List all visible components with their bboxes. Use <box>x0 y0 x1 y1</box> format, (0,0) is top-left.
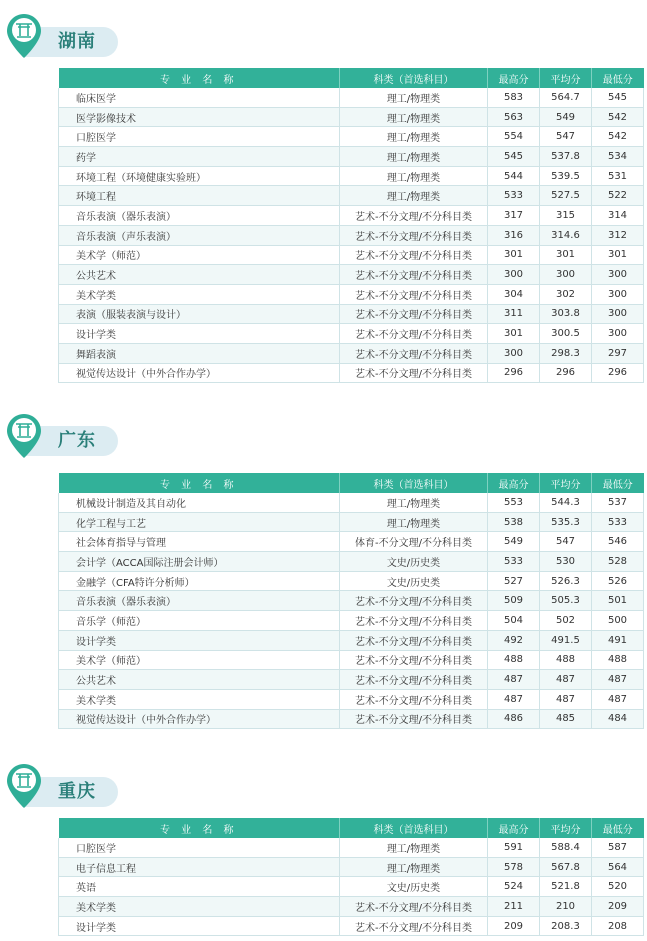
table-row <box>59 916 644 936</box>
min-score-cell: 491 <box>592 630 644 650</box>
max-score-cell: 209 <box>488 916 540 936</box>
location-pin-icon <box>6 413 42 459</box>
major-cell: 视觉传达设计（中外合作办学） <box>59 363 340 383</box>
category-cell: 文史/历史类 <box>340 571 488 591</box>
category-cell: 艺术-不分文理/不分科目类 <box>340 916 488 936</box>
category-cell: 理工/物理类 <box>340 493 488 512</box>
min-score-cell: 522 <box>592 186 644 206</box>
region-title: 重庆 <box>58 781 96 802</box>
min-score-cell: 209 <box>592 897 644 917</box>
avg-score-cell: 547 <box>540 532 592 552</box>
min-score-cell: 208 <box>592 916 644 936</box>
max-score-cell: 533 <box>488 186 540 206</box>
table-row <box>59 284 644 304</box>
table-row <box>59 206 644 226</box>
max-score-cell: 509 <box>488 591 540 611</box>
min-score-cell: 542 <box>592 107 644 127</box>
major-cell: 药学 <box>59 147 340 167</box>
avg-score-cell: 300 <box>540 265 592 285</box>
avg-score-cell: 567.8 <box>540 857 592 877</box>
scores-table <box>58 818 644 936</box>
avg-score-cell: 300.5 <box>540 324 592 344</box>
location-pin-icon <box>6 763 42 809</box>
max-score-cell: 533 <box>488 552 540 572</box>
major-cell: 环境工程 <box>59 186 340 206</box>
major-cell: 美术学类 <box>59 284 340 304</box>
table-row <box>59 709 644 729</box>
avg-score-cell: 521.8 <box>540 877 592 897</box>
max-score-cell: 538 <box>488 512 540 532</box>
min-score-cell: 531 <box>592 166 644 186</box>
max-score-cell: 304 <box>488 284 540 304</box>
table-row <box>59 225 644 245</box>
max-score-cell: 488 <box>488 650 540 670</box>
category-cell: 艺术-不分文理/不分科目类 <box>340 670 488 690</box>
min-score-cell: 542 <box>592 127 644 147</box>
header-avg: 平均分 <box>540 818 592 838</box>
min-score-cell: 488 <box>592 650 644 670</box>
min-score-cell: 528 <box>592 552 644 572</box>
category-cell: 理工/物理类 <box>340 838 488 857</box>
max-score-cell: 545 <box>488 147 540 167</box>
table-row <box>59 552 644 572</box>
major-cell: 化学工程与工艺 <box>59 512 340 532</box>
min-score-cell: 564 <box>592 857 644 877</box>
category-cell: 艺术-不分文理/不分科目类 <box>340 630 488 650</box>
min-score-cell: 546 <box>592 532 644 552</box>
min-score-cell: 587 <box>592 838 644 857</box>
table-row <box>59 324 644 344</box>
category-cell: 理工/物理类 <box>340 857 488 877</box>
major-cell: 口腔医学 <box>59 127 340 147</box>
max-score-cell: 554 <box>488 127 540 147</box>
table-header-row <box>59 473 644 493</box>
max-score-cell: 544 <box>488 166 540 186</box>
header-major: 专 业 名 称 <box>159 74 238 86</box>
table-row <box>59 512 644 532</box>
avg-score-cell: 298.3 <box>540 343 592 363</box>
major-cell: 美术学类 <box>59 897 340 917</box>
avg-score-cell: 314.6 <box>540 225 592 245</box>
scores-table <box>58 473 644 729</box>
major-cell: 公共艺术 <box>59 670 340 690</box>
min-score-cell: 534 <box>592 147 644 167</box>
max-score-cell: 578 <box>488 857 540 877</box>
major-cell: 设计学类 <box>59 916 340 936</box>
avg-score-cell: 505.3 <box>540 591 592 611</box>
min-score-cell: 301 <box>592 245 644 265</box>
table-header-row <box>59 68 644 88</box>
major-cell: 公共艺术 <box>59 265 340 285</box>
avg-score-cell: 485 <box>540 709 592 729</box>
header-max: 最高分 <box>488 473 540 493</box>
table-row <box>59 611 644 631</box>
major-cell: 音乐学（师范） <box>59 611 340 631</box>
min-score-cell: 312 <box>592 225 644 245</box>
category-cell: 艺术-不分文理/不分科目类 <box>340 611 488 631</box>
avg-score-cell: 530 <box>540 552 592 572</box>
avg-score-cell: 588.4 <box>540 838 592 857</box>
table-row <box>59 493 644 512</box>
major-cell: 设计学类 <box>59 630 340 650</box>
min-score-cell: 300 <box>592 284 644 304</box>
max-score-cell: 311 <box>488 304 540 324</box>
category-cell: 艺术-不分文理/不分科目类 <box>340 897 488 917</box>
major-cell: 机械设计制造及其自动化 <box>59 493 340 512</box>
max-score-cell: 524 <box>488 877 540 897</box>
min-score-cell: 520 <box>592 877 644 897</box>
table-row <box>59 127 644 147</box>
table-header-row <box>59 818 644 838</box>
header-category: 科类（首选科目） <box>340 818 488 838</box>
table-row <box>59 571 644 591</box>
avg-score-cell: 539.5 <box>540 166 592 186</box>
max-score-cell: 563 <box>488 107 540 127</box>
avg-score-cell: 296 <box>540 363 592 383</box>
category-cell: 理工/物理类 <box>340 512 488 532</box>
category-cell: 艺术-不分文理/不分科目类 <box>340 650 488 670</box>
table-row <box>59 245 644 265</box>
table-row <box>59 897 644 917</box>
min-score-cell: 537 <box>592 493 644 512</box>
avg-score-cell: 564.7 <box>540 88 592 107</box>
min-score-cell: 300 <box>592 265 644 285</box>
avg-score-cell: 527.5 <box>540 186 592 206</box>
min-score-cell: 296 <box>592 363 644 383</box>
major-cell: 美术学（师范） <box>59 650 340 670</box>
min-score-cell: 533 <box>592 512 644 532</box>
major-cell: 美术学（师范） <box>59 245 340 265</box>
category-cell: 艺术-不分文理/不分科目类 <box>340 363 488 383</box>
header-min: 最低分 <box>592 68 644 88</box>
table-row <box>59 363 644 383</box>
table-row <box>59 107 644 127</box>
max-score-cell: 591 <box>488 838 540 857</box>
max-score-cell: 301 <box>488 245 540 265</box>
major-cell: 临床医学 <box>59 88 340 107</box>
header-major: 专 业 名 称 <box>159 479 238 491</box>
header-category: 科类（首选科目） <box>340 473 488 493</box>
major-cell: 环境工程（环境健康实验班） <box>59 166 340 186</box>
max-score-cell: 504 <box>488 611 540 631</box>
table-row <box>59 591 644 611</box>
table-row <box>59 838 644 857</box>
category-cell: 艺术-不分文理/不分科目类 <box>340 591 488 611</box>
major-cell: 视觉传达设计（中外合作办学） <box>59 709 340 729</box>
max-score-cell: 301 <box>488 324 540 344</box>
category-cell: 体育-不分文理/不分科目类 <box>340 532 488 552</box>
major-cell: 音乐表演（器乐表演） <box>59 591 340 611</box>
max-score-cell: 527 <box>488 571 540 591</box>
major-cell: 英语 <box>59 877 340 897</box>
avg-score-cell: 491.5 <box>540 630 592 650</box>
category-cell: 理工/物理类 <box>340 186 488 206</box>
category-cell: 艺术-不分文理/不分科目类 <box>340 206 488 226</box>
major-cell: 舞蹈表演 <box>59 343 340 363</box>
major-cell: 设计学类 <box>59 324 340 344</box>
category-cell: 理工/物理类 <box>340 147 488 167</box>
table-row <box>59 532 644 552</box>
max-score-cell: 316 <box>488 225 540 245</box>
avg-score-cell: 208.3 <box>540 916 592 936</box>
category-cell: 艺术-不分文理/不分科目类 <box>340 343 488 363</box>
avg-score-cell: 544.3 <box>540 493 592 512</box>
header-avg: 平均分 <box>540 473 592 493</box>
category-cell: 理工/物理类 <box>340 107 488 127</box>
min-score-cell: 526 <box>592 571 644 591</box>
max-score-cell: 317 <box>488 206 540 226</box>
major-cell: 表演（服装表演与设计） <box>59 304 340 324</box>
avg-score-cell: 301 <box>540 245 592 265</box>
table-row <box>59 650 644 670</box>
location-pin-icon <box>6 13 42 59</box>
major-cell: 电子信息工程 <box>59 857 340 877</box>
avg-score-cell: 315 <box>540 206 592 226</box>
category-cell: 艺术-不分文理/不分科目类 <box>340 284 488 304</box>
max-score-cell: 549 <box>488 532 540 552</box>
max-score-cell: 583 <box>488 88 540 107</box>
avg-score-cell: 488 <box>540 650 592 670</box>
avg-score-cell: 549 <box>540 107 592 127</box>
category-cell: 艺术-不分文理/不分科目类 <box>340 324 488 344</box>
avg-score-cell: 210 <box>540 897 592 917</box>
table-row <box>59 186 644 206</box>
major-cell: 会计学（ACCA国际注册会计师） <box>59 552 340 572</box>
max-score-cell: 211 <box>488 897 540 917</box>
table-row <box>59 343 644 363</box>
min-score-cell: 487 <box>592 689 644 709</box>
header-category: 科类（首选科目） <box>340 68 488 88</box>
table-row <box>59 689 644 709</box>
region-title: 广东 <box>58 430 96 451</box>
major-cell: 社会体育指导与管理 <box>59 532 340 552</box>
min-score-cell: 484 <box>592 709 644 729</box>
category-cell: 艺术-不分文理/不分科目类 <box>340 304 488 324</box>
major-cell: 音乐表演（器乐表演） <box>59 206 340 226</box>
category-cell: 艺术-不分文理/不分科目类 <box>340 265 488 285</box>
table-row <box>59 88 644 107</box>
major-cell: 金融学（CFA特许分析师） <box>59 571 340 591</box>
table-row <box>59 265 644 285</box>
major-cell: 口腔医学 <box>59 838 340 857</box>
min-score-cell: 300 <box>592 324 644 344</box>
avg-score-cell: 547 <box>540 127 592 147</box>
category-cell: 艺术-不分文理/不分科目类 <box>340 709 488 729</box>
major-cell: 医学影像技术 <box>59 107 340 127</box>
header-max: 最高分 <box>488 68 540 88</box>
category-cell: 文史/历史类 <box>340 877 488 897</box>
scores-table <box>58 68 644 383</box>
table-row <box>59 670 644 690</box>
avg-score-cell: 487 <box>540 670 592 690</box>
min-score-cell: 501 <box>592 591 644 611</box>
max-score-cell: 486 <box>488 709 540 729</box>
avg-score-cell: 502 <box>540 611 592 631</box>
avg-score-cell: 487 <box>540 689 592 709</box>
category-cell: 理工/物理类 <box>340 88 488 107</box>
min-score-cell: 297 <box>592 343 644 363</box>
header-min: 最低分 <box>592 473 644 493</box>
table-row <box>59 166 644 186</box>
max-score-cell: 487 <box>488 689 540 709</box>
max-score-cell: 300 <box>488 265 540 285</box>
max-score-cell: 492 <box>488 630 540 650</box>
min-score-cell: 300 <box>592 304 644 324</box>
max-score-cell: 487 <box>488 670 540 690</box>
header-min: 最低分 <box>592 818 644 838</box>
min-score-cell: 487 <box>592 670 644 690</box>
avg-score-cell: 303.8 <box>540 304 592 324</box>
max-score-cell: 296 <box>488 363 540 383</box>
header-avg: 平均分 <box>540 68 592 88</box>
category-cell: 艺术-不分文理/不分科目类 <box>340 245 488 265</box>
category-cell: 艺术-不分文理/不分科目类 <box>340 689 488 709</box>
min-score-cell: 314 <box>592 206 644 226</box>
category-cell: 文史/历史类 <box>340 552 488 572</box>
table-row <box>59 877 644 897</box>
table-row <box>59 304 644 324</box>
header-max: 最高分 <box>488 818 540 838</box>
avg-score-cell: 537.8 <box>540 147 592 167</box>
max-score-cell: 300 <box>488 343 540 363</box>
table-row <box>59 147 644 167</box>
avg-score-cell: 302 <box>540 284 592 304</box>
avg-score-cell: 535.3 <box>540 512 592 532</box>
max-score-cell: 553 <box>488 493 540 512</box>
table-row <box>59 857 644 877</box>
category-cell: 艺术-不分文理/不分科目类 <box>340 225 488 245</box>
category-cell: 理工/物理类 <box>340 127 488 147</box>
category-cell: 理工/物理类 <box>340 166 488 186</box>
min-score-cell: 500 <box>592 611 644 631</box>
table-row <box>59 630 644 650</box>
major-cell: 音乐表演（声乐表演） <box>59 225 340 245</box>
avg-score-cell: 526.3 <box>540 571 592 591</box>
min-score-cell: 545 <box>592 88 644 107</box>
header-major: 专 业 名 称 <box>159 824 238 836</box>
major-cell: 美术学类 <box>59 689 340 709</box>
region-title: 湖南 <box>58 31 96 52</box>
